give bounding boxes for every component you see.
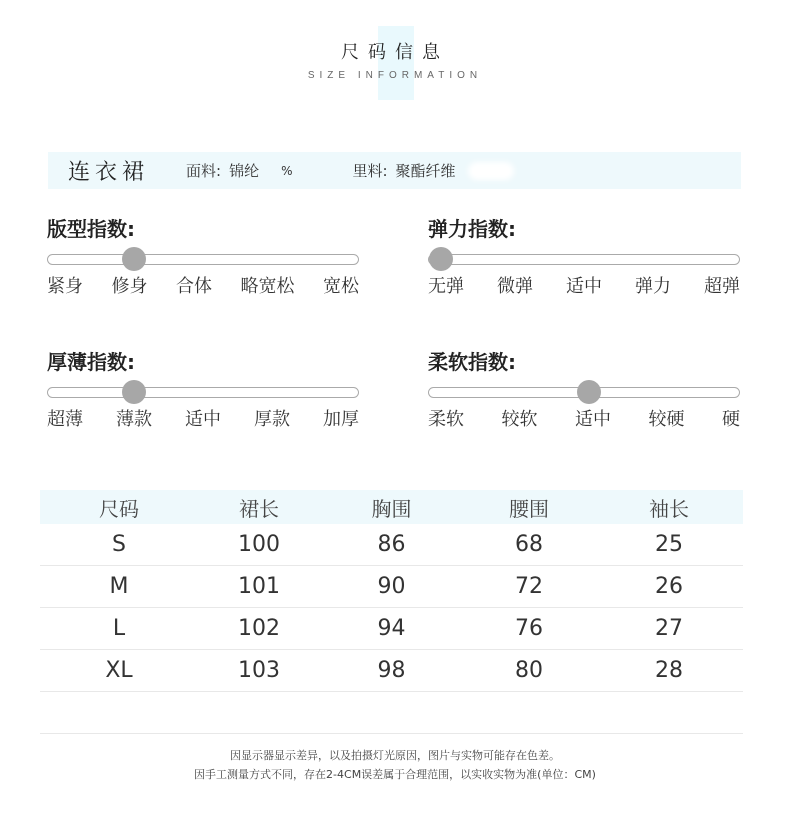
scale-label: 略宽松 [240,276,295,297]
scale-labels [47,272,359,298]
elasticity-index-scale [428,213,740,298]
fabric-value: 锦纶 [229,162,260,180]
scale-track [47,387,359,398]
page-title: 尺码信息 [341,42,449,63]
scale-label: 适中 [575,409,611,430]
lining-label: 里料: [352,162,388,180]
scale-label: 薄款 [116,409,152,430]
scale-knob [122,380,146,404]
header-waist: 腰围 [509,496,549,521]
table-cell: 28 [655,658,683,683]
scale-label: 无弹 [428,276,464,297]
scale-label: 宽松 [323,276,359,297]
table-cell: 98 [377,658,406,683]
note-color-difference: 因显示器显示差异，以及拍摄灯光原因，图片与实物可能存在色差。 [230,749,560,762]
table-cell: 27 [655,616,683,641]
scale-label: 厚款 [254,409,290,430]
scale-labels [428,405,740,431]
scale-track [428,254,740,265]
scale-label: 修身 [111,276,148,297]
softness-index-scale [428,346,740,431]
table-cell: L [112,616,126,641]
scale-label: 弹力 [635,276,671,297]
table-row [40,650,743,692]
table-row [40,608,743,650]
lining-info [352,160,513,181]
scale-knob [429,247,453,271]
scale-label: 适中 [566,276,602,297]
header-bust: 胸围 [371,496,412,521]
scale-label: 较软 [501,409,538,430]
table-row [40,524,743,566]
table-empty-row [40,692,743,734]
header-sleeve-length: 袖长 [649,496,689,521]
scale-title: 版型指数: [47,217,135,241]
table-header [40,490,743,524]
scale-track [428,387,740,398]
scale-label: 合体 [176,276,212,297]
table-cell: 80 [515,658,543,683]
fabric-percent: % [281,163,293,178]
table-cell: 72 [515,574,543,599]
scale-label: 紧身 [47,276,83,297]
table-row [40,566,743,608]
scale-knob [577,380,601,404]
scale-track [47,254,359,265]
table-cell: 76 [515,616,543,641]
blurred-watermark [468,162,514,180]
product-info-bar [48,152,741,189]
table-cell: 100 [238,532,280,557]
scale-label: 柔软 [428,409,464,430]
table-cell: 86 [377,532,406,557]
header-dress-length: 裙长 [239,496,279,521]
fabric-info [186,160,292,181]
table-cell: S [112,532,126,557]
scale-label: 微弹 [497,276,533,297]
scale-label: 超薄 [47,409,83,430]
scale-label: 较硬 [648,409,685,430]
fit-index-scale [47,213,359,298]
table-cell: XL [105,658,133,683]
table-cell: 68 [515,532,543,557]
table-cell: 101 [238,574,280,599]
scale-label: 加厚 [323,409,359,430]
scale-label: 超弹 [704,276,740,297]
disclaimer-notes [0,746,790,784]
thickness-index-scale [47,346,359,431]
fabric-label: 面料: [186,162,222,180]
table-cell: 25 [655,532,683,557]
page-subtitle: SIZE INFORMATION [307,70,483,81]
scale-title: 厚薄指数: [47,350,135,374]
scale-labels [428,272,740,298]
product-name: 连衣裙 [68,160,150,185]
scale-label: 硬 [722,409,740,430]
scale-knob [122,247,146,271]
header-size: 尺码 [99,496,139,521]
size-table [40,490,743,734]
table-cell: 94 [377,616,406,641]
scale-title: 柔软指数: [428,350,516,374]
scale-title: 弹力指数: [428,217,516,241]
page-header [0,38,790,81]
table-cell: M [109,574,129,599]
scale-label: 适中 [185,409,221,430]
table-cell: 26 [655,574,683,599]
table-cell: 103 [238,658,280,683]
scale-labels [47,405,359,431]
table-cell: 102 [238,616,280,641]
table-cell: 90 [377,574,406,599]
lining-value: 聚酯纤维 [395,162,456,180]
note-measurement-error: 因手工测量方式不同，存在2-4CM误差属于合理范围，以实收实物为准(单位：CM) [194,768,596,781]
